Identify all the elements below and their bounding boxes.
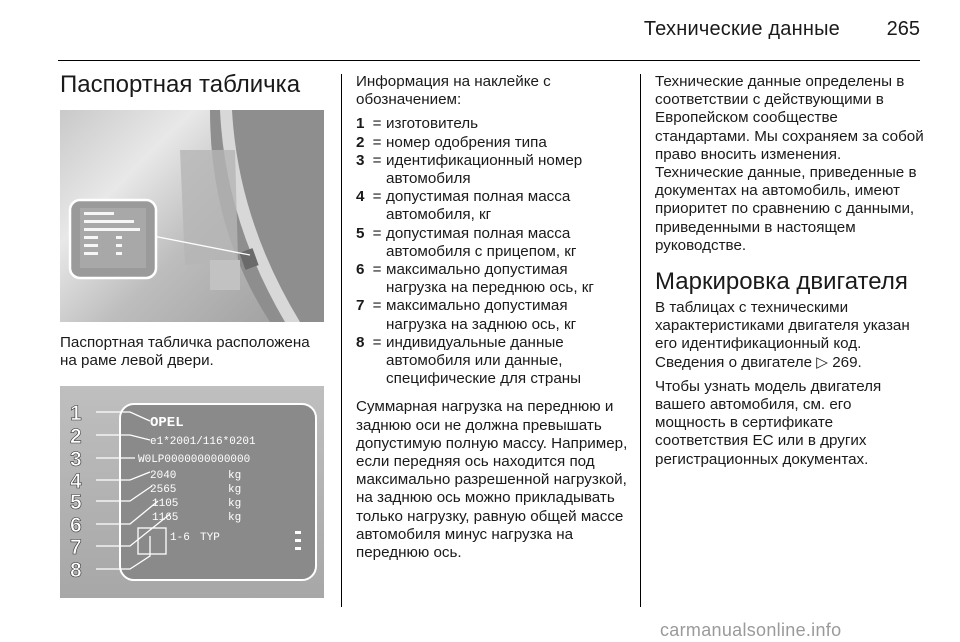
- legend-intro: Информация на наклейке с обозначением:: [356, 73, 551, 109]
- plate-unit-1: kg: [228, 469, 242, 482]
- column-3: [655, 73, 925, 484]
- diagram-number-5: 5: [70, 490, 82, 514]
- legend-key: 6: [356, 261, 365, 279]
- column-2: [356, 73, 628, 577]
- legend-equals: =: [372, 133, 382, 151]
- diagram-number-3: 3: [70, 447, 82, 471]
- legend-key: 4: [356, 188, 365, 206]
- legend-key: 8: [356, 333, 365, 351]
- plate-unit-3: kg: [228, 497, 242, 510]
- legend-equals: =: [372, 261, 382, 279]
- legend-text: максимально допустимая нагрузка на переднюю ось, кг: [386, 261, 594, 297]
- engine-code-tail: .: [857, 353, 862, 371]
- page-ref-arrow-icon: ▷: [816, 353, 828, 371]
- legend-equals: =: [372, 224, 382, 242]
- plate-diagram-illustration: [60, 386, 324, 598]
- legend-equals: =: [372, 333, 382, 351]
- diagram-number-4: 4: [70, 469, 82, 493]
- legend-text: допустимая полная масса автомобиля с прицепом, кг: [386, 224, 577, 260]
- door-frame-illustration: [60, 110, 324, 322]
- plate-unit-4: kg: [228, 511, 242, 524]
- legend-text: номер одобрения типа: [386, 133, 547, 151]
- tech-data-paragraph: Технические данные определены в соответствии с действующими в Европейском сообществе стандартами. Мы сохраняем за собой право вносить изменения. Технические данные, приведенные в документах на автомобиль, имеют приоритет по сравнению с данными, приведенными в настоящем руководстве.: [655, 73, 924, 254]
- engine-model-paragraph: Чтобы узнать модель двигателя вашего автомобиля, см. его мощность в сертификате соответствия ЕС или в других регистрационных документах.: [655, 377, 882, 468]
- diagram-number-1: 1: [70, 401, 82, 425]
- plate-line-gross-mass: 2040: [150, 469, 177, 482]
- legend-item: [356, 188, 628, 224]
- legend-text: индивидуальные данные автомобиля или данные, специфические для страны: [386, 333, 582, 388]
- column-divider-1: [341, 74, 342, 607]
- column-divider-2: [640, 74, 641, 607]
- header-divider: [58, 60, 920, 61]
- plate-bottom-type: TYP: [200, 531, 220, 544]
- legend-key: 5: [356, 224, 365, 242]
- plate-line-manufacturer: OPEL: [150, 414, 184, 431]
- legend-item: [356, 261, 628, 297]
- watermark: carmanualsonline.info: [660, 620, 842, 640]
- section-title-passport-plate: Паспортная табличка: [60, 71, 301, 98]
- column-1: [60, 70, 326, 598]
- plate-line-train-mass: 2565: [150, 483, 177, 496]
- legend-item: [356, 152, 628, 188]
- legend-list: [356, 115, 628, 388]
- plate-diagram: [60, 386, 324, 598]
- diagram-number-8: 8: [70, 558, 82, 582]
- legend-item: [356, 134, 628, 152]
- plate-line-front-axle: 1105: [152, 497, 179, 510]
- legend-text: допустимая полная масса автомобиля, кг: [386, 188, 571, 224]
- legend-text: идентификационный номер автомобиля: [386, 151, 583, 188]
- legend-equals: =: [372, 115, 382, 133]
- engine-code-text: В таблицах с техническими характеристиками двигателя указан его идентификационный код. Сведения о двигателе: [655, 299, 910, 371]
- legend-equals: =: [372, 188, 382, 206]
- plate-line-rear-axle: 1165: [152, 511, 179, 524]
- legend-equals: =: [372, 297, 382, 315]
- legend-text: изготовитель: [386, 115, 479, 133]
- page-header-title: Технические данные: [643, 18, 840, 40]
- legend-item: [356, 225, 628, 261]
- plate-bottom-code: 1-6: [170, 531, 190, 544]
- plate-line-vin: W0LP0000000000000: [138, 453, 251, 466]
- legend-key: 1: [356, 115, 365, 133]
- plate-unit-2: kg: [228, 483, 242, 496]
- diagram-number-7: 7: [70, 535, 82, 559]
- door-frame-photo: [60, 110, 324, 322]
- legend-equals: =: [372, 151, 382, 169]
- section-title-engine-marking: Маркировка двигателя: [655, 268, 908, 296]
- legend-key: 7: [356, 297, 365, 315]
- page-ref-link[interactable]: 269: [832, 353, 858, 371]
- legend-item: [356, 115, 628, 133]
- legend-item: [356, 334, 628, 389]
- diagram-number-6: 6: [70, 513, 82, 537]
- axle-load-paragraph: Суммарная нагрузка на переднюю и заднюю оси не должна превышать допустимую полную массу. Например, если передняя ось находится под максимально разрешенной нагрузкой, на заднюю ось можно прикладывать только нагрузку, равную общей массе автомобиля минус нагрузка на переднюю ось.: [356, 398, 628, 562]
- legend-key: 3: [356, 151, 365, 169]
- photo-caption: Паспортная табличка расположена на раме левой двери.: [60, 334, 310, 370]
- legend-item: [356, 297, 628, 333]
- legend-key: 2: [356, 133, 365, 151]
- plate-line-approval: e1*2001/116*0201: [150, 435, 256, 448]
- engine-code-paragraph: [655, 299, 925, 372]
- diagram-number-2: 2: [70, 424, 82, 448]
- page-number: 265: [886, 18, 920, 40]
- legend-text: максимально допустимая нагрузка на заднюю ось, кг: [386, 297, 577, 333]
